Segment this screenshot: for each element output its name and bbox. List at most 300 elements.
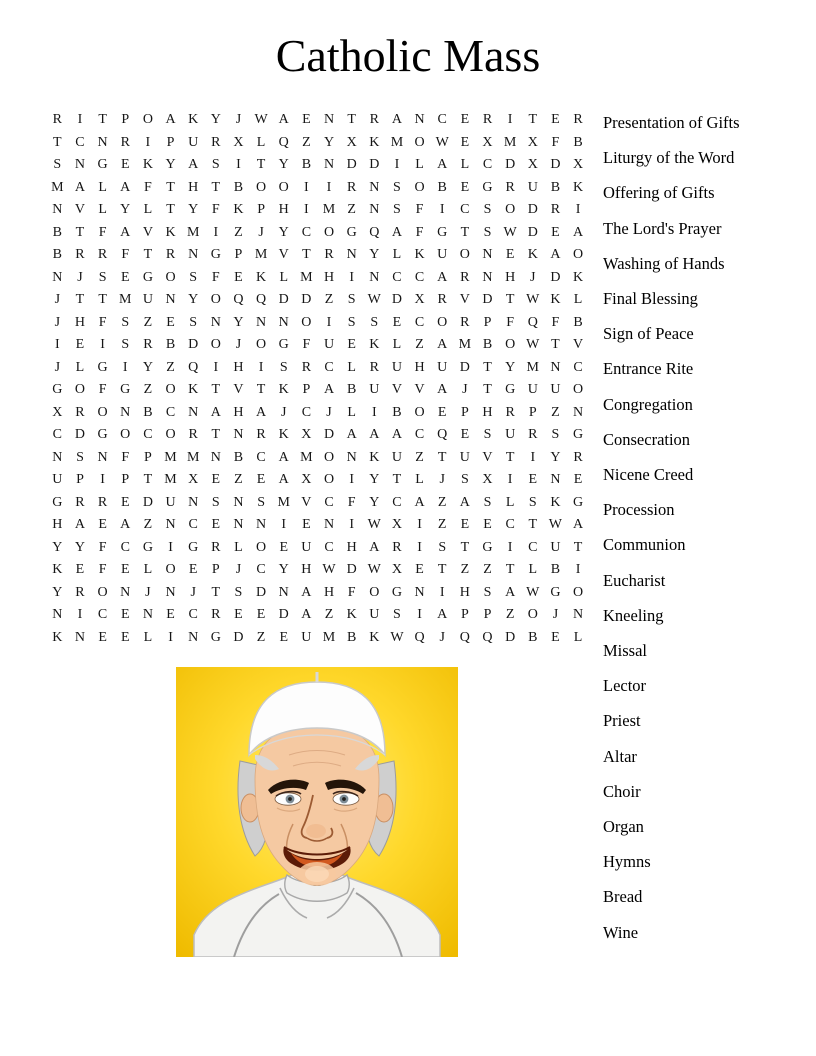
- grid-letter: J: [530, 269, 536, 285]
- grid-letter: L: [347, 404, 356, 420]
- grid-letter: Q: [482, 629, 493, 645]
- grid-letter: A: [278, 449, 289, 465]
- grid-letter: O: [414, 404, 425, 420]
- grid-letter: M: [186, 449, 200, 465]
- grid-letter: R: [211, 607, 221, 623]
- grid-letter: E: [460, 517, 470, 533]
- grid-letter: Z: [166, 359, 175, 375]
- grid-letter: A: [346, 427, 357, 443]
- grid-letter: Y: [188, 202, 199, 218]
- grid-letter: R: [211, 134, 221, 150]
- grid-letter: O: [369, 584, 380, 600]
- grid-letter: L: [98, 202, 107, 218]
- grid-letter: I: [326, 179, 332, 195]
- grid-letter: T: [143, 472, 153, 488]
- grid-letter: P: [460, 404, 469, 420]
- grid-letter: J: [54, 292, 61, 308]
- grid-letter: Y: [210, 112, 221, 128]
- grid-letter: A: [323, 382, 335, 398]
- grid-letter: N: [323, 517, 335, 533]
- grid-letter: E: [279, 629, 288, 645]
- grid-letter: O: [459, 247, 470, 263]
- grid-letter: L: [279, 269, 288, 285]
- grid-letter: I: [145, 134, 151, 150]
- grid-letter: E: [392, 314, 402, 330]
- grid-letter: E: [75, 562, 85, 578]
- grid-letter: T: [528, 517, 538, 533]
- grid-letter: S: [393, 607, 401, 623]
- grid-letter: T: [166, 179, 175, 195]
- grid-letter: D: [346, 562, 357, 578]
- grid-letter: L: [143, 562, 153, 578]
- grid-letter: O: [278, 179, 289, 195]
- grid-letter: F: [98, 224, 107, 240]
- grid-letter: R: [188, 427, 198, 443]
- grid-letter: X: [572, 157, 584, 173]
- grid-letter: J: [439, 629, 445, 645]
- grid-letter: C: [528, 539, 538, 555]
- grid-letter: Y: [550, 449, 561, 465]
- grid-letter: E: [234, 607, 243, 623]
- grid-letter: N: [346, 247, 357, 263]
- grid-letter: D: [233, 629, 244, 645]
- grid-letter: S: [98, 269, 107, 285]
- grid-letter: Z: [234, 224, 243, 240]
- grid-letter: K: [369, 337, 380, 353]
- grid-letter: C: [188, 607, 198, 623]
- grid-letter: K: [142, 157, 153, 173]
- grid-letter: G: [188, 539, 199, 555]
- grid-letter: A: [165, 112, 176, 128]
- grid-letter: S: [189, 269, 198, 285]
- grid-letter: N: [210, 449, 221, 465]
- grid-letter: V: [572, 337, 584, 353]
- grid-letter: H: [188, 179, 199, 195]
- grid-letter: R: [256, 427, 266, 443]
- grid-letter: T: [143, 247, 153, 263]
- grid-letter: O: [323, 449, 335, 465]
- grid-letter: C: [414, 427, 425, 443]
- grid-letter: L: [415, 472, 424, 488]
- grid-letter: M: [254, 247, 268, 263]
- grid-letter: F: [211, 202, 220, 218]
- grid-letter: W: [367, 517, 381, 533]
- grid-letter: T: [98, 292, 107, 308]
- grid-letter: P: [76, 472, 84, 488]
- grid-letter: A: [437, 607, 448, 623]
- grid-letter: B: [143, 404, 153, 420]
- grid-letter: E: [120, 157, 130, 173]
- grid-letter: Y: [120, 202, 131, 218]
- grid-letter: A: [278, 472, 289, 488]
- grid-letter: K: [369, 134, 380, 150]
- grid-letter: U: [323, 337, 335, 353]
- grid-letter: Y: [188, 292, 199, 308]
- grid-letter: J: [190, 584, 196, 600]
- grid-letter: R: [75, 247, 85, 263]
- grid-letter: A: [74, 179, 86, 195]
- grid-letter: R: [460, 314, 470, 330]
- grid-letter: Z: [483, 562, 492, 578]
- grid-letter: U: [165, 494, 176, 510]
- grid-letter: B: [165, 337, 176, 353]
- grid-letter: O: [572, 382, 584, 398]
- grid-letter: E: [302, 112, 311, 128]
- grid-letter: Q: [459, 629, 470, 645]
- grid-letter: Z: [143, 517, 153, 533]
- grid-letter: T: [573, 539, 583, 555]
- grid-letter: I: [168, 539, 173, 555]
- grid-letter: S: [528, 494, 537, 510]
- grid-letter: J: [77, 269, 83, 285]
- grid-letter: E: [460, 427, 470, 443]
- grid-letter: L: [143, 629, 153, 645]
- grid-letter: Q: [256, 292, 267, 308]
- grid-letter: S: [53, 157, 62, 173]
- grid-letter: Z: [324, 607, 334, 623]
- grid-letter: N: [188, 247, 199, 263]
- word-list-item: Entrance Rite: [603, 359, 694, 379]
- word-list-item: Kneeling: [603, 605, 664, 625]
- grid-letter: E: [98, 517, 107, 533]
- grid-letter: U: [527, 382, 538, 398]
- grid-letter: Z: [505, 607, 515, 623]
- grid-letter: X: [52, 404, 63, 420]
- grid-letter: F: [143, 179, 152, 195]
- word-list-item: Bread: [603, 887, 643, 907]
- grid-letter: A: [505, 584, 516, 600]
- grid-letter: E: [551, 112, 560, 128]
- grid-letter: A: [210, 404, 221, 420]
- grid-letter: P: [528, 404, 537, 420]
- grid-letter: M: [390, 134, 404, 150]
- grid-letter: E: [551, 224, 560, 240]
- grid-letter: S: [347, 314, 356, 330]
- grid-letter: H: [482, 404, 493, 420]
- grid-letter: H: [346, 539, 357, 555]
- grid-letter: B: [233, 449, 244, 465]
- grid-letter: K: [256, 269, 267, 285]
- pope-francis-svg: [176, 667, 458, 957]
- grid-letter: I: [575, 202, 581, 218]
- grid-letter: L: [528, 562, 538, 578]
- grid-letter: R: [143, 337, 153, 353]
- grid-letter: E: [460, 112, 470, 128]
- word-list-item: Final Blessing: [603, 289, 698, 309]
- grid-letter: T: [483, 382, 492, 398]
- grid-letter: N: [369, 269, 380, 285]
- grid-letter: E: [120, 607, 130, 623]
- grid-letter: R: [369, 359, 379, 375]
- grid-letter: P: [121, 472, 130, 488]
- grid-letter: S: [483, 224, 492, 240]
- word-list-item: Lector: [603, 676, 647, 696]
- grid-letter: Z: [347, 202, 356, 218]
- grid-letter: E: [256, 472, 266, 488]
- grid-letter: G: [97, 359, 108, 375]
- grid-letter: T: [98, 112, 107, 128]
- grid-letter: Y: [278, 157, 289, 173]
- grid-letter: X: [527, 134, 538, 150]
- grid-letter: H: [74, 314, 86, 330]
- grid-letter: P: [211, 562, 220, 578]
- grid-letter: T: [211, 382, 221, 398]
- grid-letter: T: [437, 449, 447, 465]
- grid-letter: Q: [527, 314, 538, 330]
- grid-letter: P: [302, 382, 311, 398]
- grid-letter: Z: [415, 449, 424, 465]
- grid-letter: K: [550, 292, 561, 308]
- grid-letter: F: [415, 224, 424, 240]
- grid-letter: X: [482, 472, 493, 488]
- grid-letter: S: [551, 427, 560, 443]
- grid-letter: I: [326, 314, 332, 330]
- word-list-item: Communion: [603, 535, 686, 555]
- grid-letter: I: [417, 607, 422, 623]
- grid-letter: I: [507, 539, 513, 555]
- grid-letter: D: [459, 359, 470, 375]
- grid-letter: D: [323, 427, 335, 443]
- grid-letter: M: [300, 269, 313, 285]
- grid-letter: K: [188, 112, 199, 128]
- grid-letter: V: [391, 382, 402, 398]
- page-title: Catholic Mass: [275, 30, 541, 81]
- grid-letter: R: [301, 359, 312, 375]
- grid-letter: O: [572, 584, 584, 600]
- grid-letter: N: [572, 404, 584, 420]
- grid-letter: W: [390, 629, 404, 645]
- grid-letter: O: [323, 224, 335, 240]
- grid-letter: H: [233, 404, 244, 420]
- grid-letter: Q: [414, 629, 425, 645]
- grid-letter: N: [210, 314, 221, 330]
- grid-letter: S: [211, 494, 220, 510]
- grid-letter: I: [417, 539, 422, 555]
- grid-letter: L: [143, 202, 153, 218]
- grid-letter: D: [278, 607, 289, 623]
- word-list-item: Nicene Creed: [603, 465, 694, 485]
- grid-letter: C: [460, 202, 470, 218]
- grid-letter: N: [52, 607, 63, 623]
- grid-letter: A: [437, 382, 448, 398]
- grid-letter: T: [211, 584, 221, 600]
- grid-letter: V: [278, 247, 289, 263]
- grid-letter: T: [528, 112, 538, 128]
- grid-letter: G: [572, 427, 584, 443]
- grid-letter: E: [120, 562, 130, 578]
- grid-letter: E: [573, 472, 583, 488]
- grid-letter: B: [573, 134, 583, 150]
- grid-letter: K: [527, 247, 538, 263]
- grid-letter: K: [572, 179, 584, 195]
- grid-letter: C: [414, 269, 425, 285]
- grid-letter: O: [256, 337, 267, 353]
- grid-letter: L: [98, 179, 107, 195]
- grid-letter: L: [234, 539, 243, 555]
- grid-letter: T: [505, 562, 515, 578]
- grid-letter: E: [551, 629, 560, 645]
- grid-letter: A: [437, 337, 448, 353]
- grid-letter: N: [323, 112, 335, 128]
- grid-letter: J: [439, 472, 445, 488]
- grid-letter: Y: [52, 584, 63, 600]
- grid-letter: C: [437, 112, 447, 128]
- grid-letter: P: [483, 314, 492, 330]
- grid-letter: T: [211, 179, 221, 195]
- grid-letter: E: [483, 517, 492, 533]
- grid-letter: Z: [324, 292, 334, 308]
- grid-letter: E: [120, 629, 130, 645]
- word-list-item: Presentation of Gifts: [603, 113, 740, 132]
- grid-letter: F: [98, 314, 107, 330]
- grid-letter: V: [301, 494, 312, 510]
- grid-letter: Y: [278, 562, 289, 578]
- grid-letter: W: [254, 112, 268, 128]
- grid-letter: E: [528, 472, 538, 488]
- grid-letter: B: [528, 629, 538, 645]
- grid-letter: N: [369, 179, 380, 195]
- word-list-item: Hymns: [603, 852, 651, 872]
- grid-letter: B: [550, 562, 561, 578]
- grid-letter: V: [482, 449, 493, 465]
- grid-letter: M: [503, 134, 517, 150]
- grid-letter: Z: [437, 494, 447, 510]
- grid-letter: F: [551, 134, 560, 150]
- grid-letter: A: [572, 224, 584, 240]
- grid-letter: Z: [143, 314, 153, 330]
- grid-letter: N: [188, 404, 199, 420]
- grid-letter: K: [572, 269, 584, 285]
- grid-letter: Q: [437, 427, 448, 443]
- grid-letter: H: [459, 584, 470, 600]
- grid-letter: N: [550, 472, 561, 488]
- grid-letter: N: [278, 584, 289, 600]
- grid-letter: N: [233, 494, 244, 510]
- grid-letter: E: [166, 314, 175, 330]
- grid-letter: Y: [505, 359, 516, 375]
- grid-letter: P: [257, 202, 265, 218]
- word-list-item: Wine: [603, 922, 639, 942]
- grid-letter: O: [97, 404, 108, 420]
- grid-letter: J: [462, 382, 468, 398]
- grid-letter: E: [256, 607, 266, 623]
- grid-letter: T: [437, 562, 447, 578]
- grid-letter: X: [527, 157, 538, 173]
- grid-letter: C: [301, 224, 312, 240]
- grid-letter: M: [119, 292, 132, 308]
- grid-letter: G: [437, 224, 448, 240]
- grid-letter: H: [301, 562, 312, 578]
- grid-letter: V: [414, 382, 425, 398]
- word-list-item: Priest: [603, 711, 641, 731]
- grid-letter: C: [75, 134, 85, 150]
- grid-letter: F: [551, 314, 560, 330]
- grid-letter: Z: [460, 562, 470, 578]
- grid-letter: C: [256, 449, 266, 465]
- grid-letter: I: [507, 112, 513, 128]
- grid-letter: N: [414, 112, 425, 128]
- grid-letter: O: [97, 584, 108, 600]
- grid-letter: C: [324, 539, 334, 555]
- grid-letter: W: [367, 292, 381, 308]
- grid-letter: A: [74, 517, 86, 533]
- grid-letter: R: [97, 247, 108, 263]
- grid-letter: I: [100, 472, 105, 488]
- grid-letter: C: [392, 494, 402, 510]
- grid-letter: M: [300, 449, 313, 465]
- grid-letter: D: [527, 202, 538, 218]
- grid-letter: T: [483, 359, 492, 375]
- grid-letter: T: [256, 382, 266, 398]
- grid-letter: N: [188, 494, 199, 510]
- grid-letter: O: [414, 134, 425, 150]
- grid-letter: S: [483, 494, 492, 510]
- grid-letter: E: [98, 629, 107, 645]
- word-list-item: Congregation: [603, 394, 693, 414]
- grid-letter: H: [323, 584, 335, 600]
- grid-letter: I: [304, 179, 309, 195]
- word-list-item: Sign of Peace: [603, 324, 694, 344]
- grid-letter: R: [75, 404, 85, 420]
- grid-letter: F: [347, 494, 356, 510]
- grid-letter: G: [572, 494, 584, 510]
- grid-letter: F: [211, 269, 220, 285]
- grid-letter: M: [322, 629, 336, 645]
- grid-letter: J: [235, 337, 242, 353]
- grid-letter: N: [52, 449, 63, 465]
- grid-letter: G: [505, 382, 516, 398]
- grid-letter: S: [121, 314, 130, 330]
- grid-letter: G: [97, 157, 108, 173]
- grid-letter: E: [415, 562, 424, 578]
- grid-letter: G: [120, 382, 131, 398]
- grid-letter: F: [121, 247, 130, 263]
- word-list-item: Missal: [603, 641, 648, 661]
- grid-letter: I: [349, 517, 354, 533]
- word-list-item: Liturgy of the Word: [603, 148, 735, 168]
- grid-letter: B: [52, 224, 62, 240]
- grid-letter: O: [120, 427, 131, 443]
- grid-letter: O: [165, 427, 176, 443]
- grid-letter: A: [120, 224, 131, 240]
- grid-letter: O: [505, 337, 516, 353]
- grid-letter: L: [347, 359, 356, 375]
- grid-letter: G: [391, 584, 402, 600]
- grid-letter: P: [121, 112, 130, 128]
- grid-letter: R: [75, 584, 85, 600]
- grid-letter: S: [460, 472, 469, 488]
- grid-letter: O: [256, 179, 267, 195]
- grid-letter: U: [391, 359, 402, 375]
- grid-letter: C: [165, 404, 176, 420]
- grid-letter: R: [346, 179, 357, 195]
- grid-letter: L: [256, 134, 266, 150]
- word-list-item: Procession: [603, 500, 675, 520]
- grid-letter: N: [52, 202, 63, 218]
- grid-letter: A: [278, 112, 289, 128]
- grid-letter: F: [98, 562, 107, 578]
- grid-letter: F: [98, 382, 107, 398]
- grid-letter: U: [188, 134, 199, 150]
- grid-letter: E: [166, 607, 175, 623]
- grid-letter: Z: [415, 337, 424, 353]
- grid-letter: C: [256, 562, 266, 578]
- grid-letter: N: [188, 629, 199, 645]
- grid-letter: I: [236, 157, 241, 173]
- grid-letter: C: [573, 359, 583, 375]
- grid-letter: P: [234, 247, 243, 263]
- grid-letter: B: [52, 247, 62, 263]
